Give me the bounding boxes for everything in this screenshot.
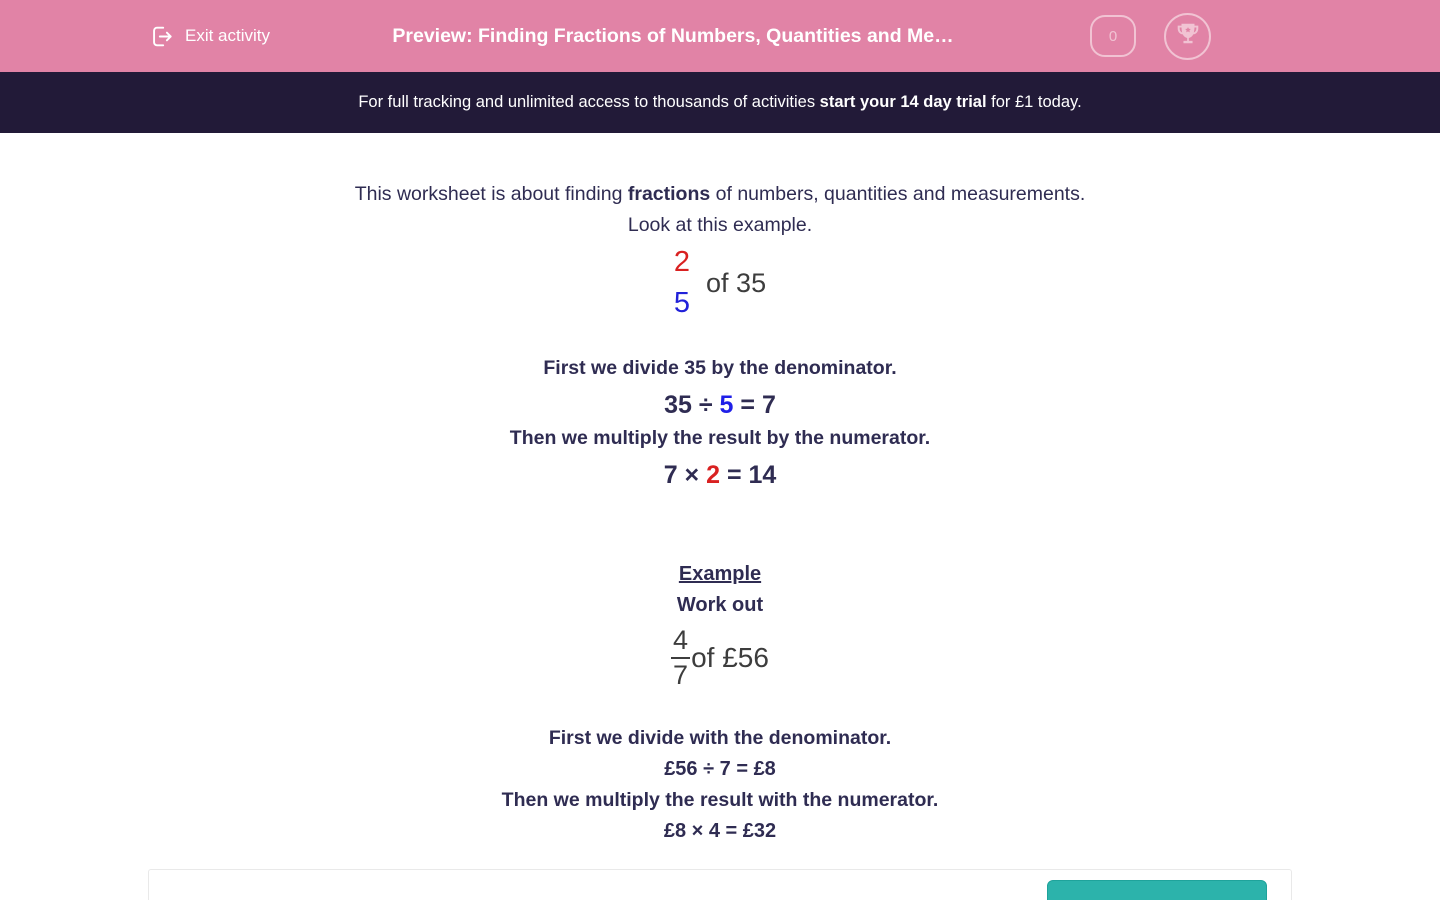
fraction-bar [671,657,690,659]
score-count: 0 [1108,27,1118,45]
equation-multiply-pounds: £8 × 4 = £32 [663,820,777,842]
question-card [148,869,1292,900]
of-56-text: of £56 [691,642,769,673]
trophy-badge [1164,13,1211,60]
example-heading: Example [678,563,762,585]
of-35-text: of 35 [706,267,767,298]
equation-result: 32 [753,820,777,842]
trophy-icon [1175,21,1201,52]
equation-multiply: 7 × 2 = 14 [663,461,777,489]
step1-label: First we divide 35 by the denominator. [543,357,897,379]
logout-icon [148,23,175,50]
fraction-numerator: 2 [673,246,691,278]
exit-activity-label: Exit activity [185,26,271,45]
card-action-button[interactable] [1047,880,1267,900]
fraction-four-sevenths [671,626,690,690]
fraction-two-fifths-of-35 [0,242,1440,324]
step4-label: Then we multiply the result with the numerator. [501,789,939,811]
equation-divide: 35 ÷ 5 = 7 [664,391,776,419]
highlighted-numerator: 2 [706,461,720,489]
fraction-denominator: 7 [673,660,689,690]
look-at-example-text: Look at this example. [627,214,813,236]
trial-link[interactable]: start your 14 day trial [819,93,987,111]
fraction-denominator: 5 [673,287,691,319]
app-header [0,0,1440,72]
fraction-numerator: 4 [673,625,689,655]
intro-text: This worksheet is about finding fractions of numbers, quantities and measurements. [354,183,1086,205]
exit-activity-button[interactable] [148,0,270,72]
trial-banner-text: For full tracking and unlimited access to thousands of activities start your 14 day trial for £1 today. [358,93,1082,111]
score-badge [1090,15,1136,57]
fraction-four-sevenths-of-56 [0,626,1440,690]
step2-label: Then we multiply the result by the numerator. [509,427,931,449]
step3-label: First we divide with the denominator. [548,727,892,749]
trial-banner [0,72,1440,133]
equation-result: 14 [748,461,777,489]
page-title: Preview: Finding Fractions of Numbers, Quantities and Me… [392,24,954,47]
equation-divide-pounds: £56 ÷ 7 = £8 [664,758,776,780]
highlighted-denominator: 5 [719,391,734,419]
worksheet-content [0,133,1440,900]
fraction-two-fifths [674,242,690,324]
work-out-label: Work out [676,594,764,616]
